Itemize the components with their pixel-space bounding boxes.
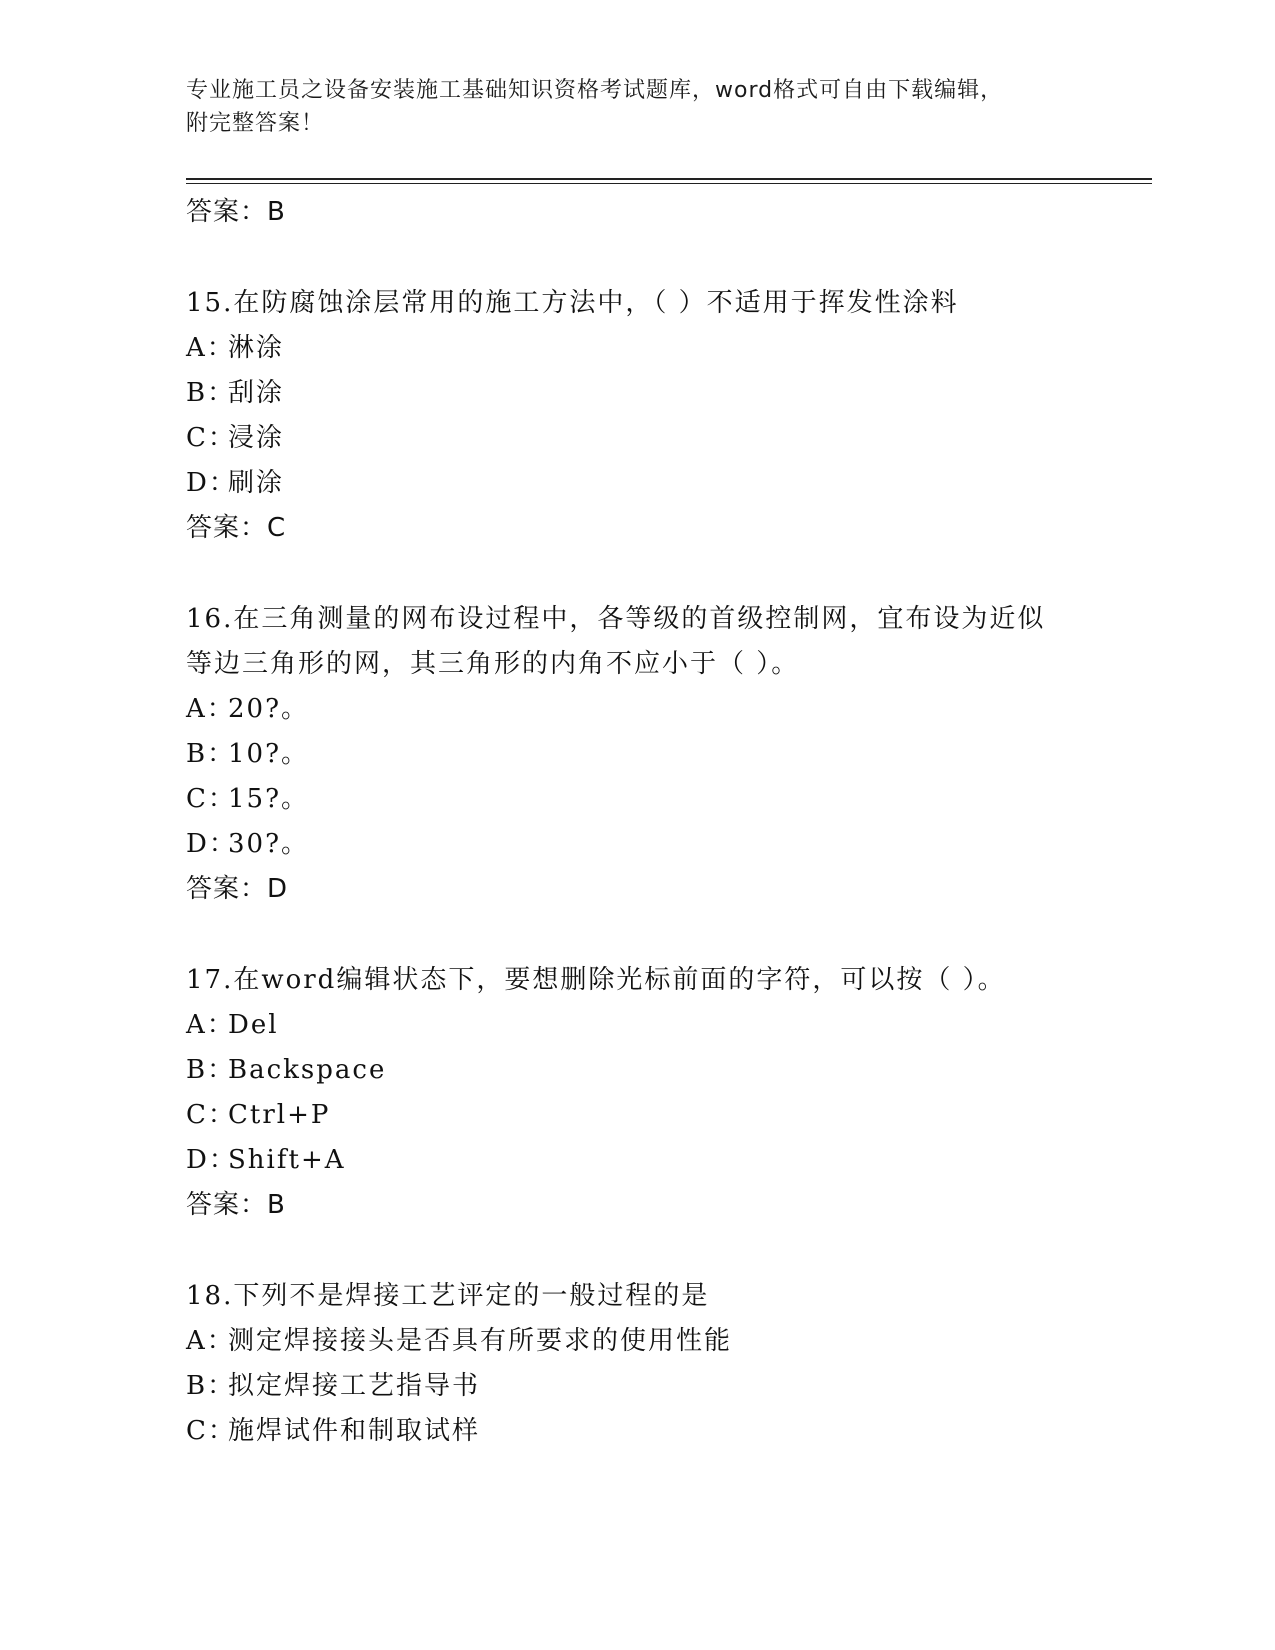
option-key: C： — [186, 1416, 236, 1446]
option-b — [186, 371, 1086, 416]
option-text: 10?。 — [228, 739, 310, 769]
option-key: B： — [186, 1371, 236, 1401]
option-d — [186, 822, 1086, 867]
question-block-16 — [186, 597, 1086, 912]
option-c — [186, 1409, 1086, 1454]
option-c — [186, 777, 1086, 822]
option-text: Shift+A — [228, 1145, 346, 1175]
option-key: D： — [186, 829, 237, 859]
option-key: A： — [186, 333, 235, 363]
option-a — [186, 687, 1086, 732]
option-key: B： — [186, 1055, 236, 1085]
option-text: 淋涂 — [228, 333, 285, 363]
answer-line: 答案：D — [186, 874, 289, 904]
option-b — [186, 1364, 1086, 1409]
option-a — [186, 326, 1086, 371]
option-a — [186, 1319, 1086, 1364]
answer-line: 答案：B — [186, 1190, 286, 1220]
option-b — [186, 1048, 1086, 1093]
answer-line: 答案：C — [186, 513, 287, 543]
option-text: 拟定焊接工艺指导书 — [228, 1371, 481, 1401]
option-text: 刮涂 — [228, 378, 285, 408]
option-d — [186, 461, 1086, 506]
option-d — [186, 1138, 1086, 1183]
header-line-1: 专业施工员之设备安装施工基础知识资格考试题库，word格式可自由下载编辑， — [186, 78, 1004, 103]
header-line-2: 附完整答案！ — [186, 111, 325, 136]
option-key: A： — [186, 1010, 235, 1040]
option-text: 施焊试件和制取试样 — [228, 1416, 481, 1446]
question-text: 18.下列不是焊接工艺评定的一般过程的是 — [186, 1281, 710, 1311]
option-text: 测定焊接接头是否具有所要求的使用性能 — [228, 1326, 733, 1356]
question-text-line-1: 16.在三角测量的网布设过程中，各等级的首级控制网，宜布设为近似 — [186, 604, 1046, 634]
option-key: C： — [186, 1100, 236, 1130]
option-a — [186, 1003, 1086, 1048]
question-block-18 — [186, 1274, 1086, 1454]
option-key: D： — [186, 468, 237, 498]
option-text: 浸涂 — [228, 423, 285, 453]
option-text: 30?。 — [228, 829, 310, 859]
option-text: 20?。 — [228, 694, 310, 724]
option-key: B： — [186, 739, 236, 769]
option-key: A： — [186, 1326, 235, 1356]
option-c — [186, 416, 1086, 461]
option-key: A： — [186, 694, 235, 724]
option-text: 15?。 — [228, 784, 310, 814]
option-key: B： — [186, 378, 236, 408]
option-c — [186, 1093, 1086, 1138]
answer-line: 答案：B — [186, 197, 286, 227]
question-list — [186, 190, 1086, 1454]
option-text: 刷涂 — [228, 468, 285, 498]
option-key: C： — [186, 784, 236, 814]
option-key: D： — [186, 1145, 237, 1175]
question-block-17 — [186, 958, 1086, 1228]
header-divider-thick — [186, 178, 1152, 180]
question-text: 17.在word编辑状态下，要想删除光标前面的字符，可以按（ ）。 — [186, 965, 1006, 995]
header-divider-thin — [186, 183, 1152, 184]
option-text: Del — [228, 1010, 279, 1040]
option-text: Ctrl+P — [228, 1100, 331, 1130]
option-key: C： — [186, 423, 236, 453]
option-b — [186, 732, 1086, 777]
question-text-line-2: 等边三角形的网，其三角形的内角不应小于（ ）。 — [186, 649, 800, 679]
question-text: 15.在防腐蚀涂层常用的施工方法中，（ ）不适用于挥发性涂料 — [186, 288, 959, 318]
page-header — [186, 74, 1086, 140]
question-block-15 — [186, 281, 1086, 551]
option-text: Backspace — [228, 1055, 387, 1085]
